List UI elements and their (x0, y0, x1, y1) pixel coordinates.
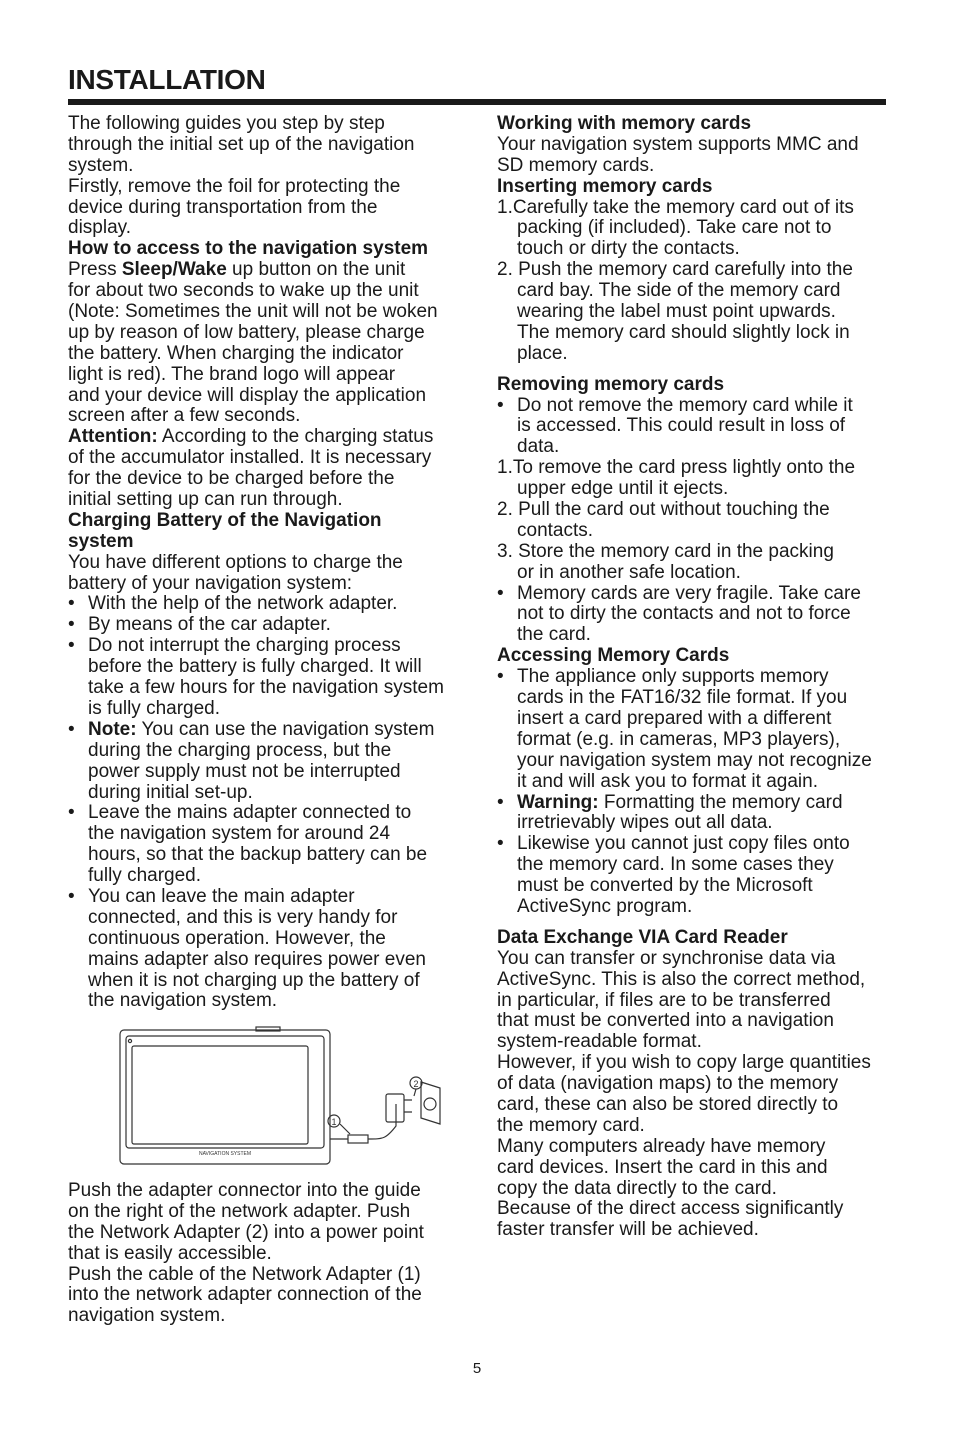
text-line (497, 1074, 893, 1095)
text-line (68, 198, 464, 219)
text-run: connected, and this is very handy for (88, 906, 398, 928)
text-run: up button on the unit (226, 259, 406, 281)
text-line (497, 458, 893, 479)
text-line (497, 855, 893, 876)
text-line (68, 762, 464, 783)
text-run: card bay. The side of the memory card (517, 280, 841, 302)
text-line (497, 260, 893, 281)
text-line (497, 135, 893, 156)
text-run: light is red). The brand logo will appear (68, 363, 396, 385)
text-run: The memory card should slightly lock in (517, 321, 850, 343)
text-line (68, 218, 464, 239)
text-line (68, 657, 464, 678)
text-line (68, 971, 464, 992)
power-adapter-icon (386, 1094, 404, 1122)
text-line (497, 772, 893, 793)
text-run: navigation system. (68, 1305, 226, 1327)
bold-text: Warning: (517, 791, 599, 813)
bullet-item (68, 803, 464, 824)
text-line (497, 416, 893, 437)
text-run: of the accumulator installed. It is necessary (68, 447, 432, 469)
section-heading (497, 177, 893, 198)
text-line (68, 344, 464, 365)
text-line (497, 751, 893, 772)
bullet-icon: • (68, 802, 75, 824)
text-line (68, 302, 464, 323)
text-run: battery of your navigation system: (68, 572, 353, 594)
text-run: fully charged. (88, 865, 202, 887)
bullet-icon: • (68, 614, 75, 636)
text-line (497, 949, 893, 970)
text-run: initial setting up can run through. (68, 489, 343, 511)
device-brand-label: NAVIGATION SYSTEM (198, 1151, 252, 1157)
text-run: card devices. Insert the card in this and (497, 1156, 828, 1178)
text-run: touch or dirty the contacts. (517, 238, 740, 260)
text-line (497, 970, 893, 991)
text-line (497, 1220, 893, 1241)
text-line (497, 813, 893, 834)
text-line (68, 574, 464, 595)
text-line (497, 198, 893, 219)
text-run: the memory card. (497, 1114, 645, 1136)
text-run: card, these can also be stored directly to (497, 1093, 839, 1115)
text-run: that must be converted into a navigation (497, 1010, 834, 1032)
bold-text: Attention: (68, 426, 158, 448)
text-line (497, 500, 893, 521)
bullet-item (497, 793, 893, 814)
text-line (497, 1095, 893, 1116)
bold-text: Charging Battery of the Navigation (68, 509, 382, 531)
text-line (68, 490, 464, 511)
text-line (68, 1181, 464, 1202)
text-line (68, 1202, 464, 1223)
text-run: the battery. When charging the indicator (68, 342, 404, 364)
text-run: display. (68, 217, 132, 239)
text-line (497, 1137, 893, 1158)
text-line (497, 991, 893, 1012)
text-line (497, 1158, 893, 1179)
text-run: not to dirty the contacts and not to force (517, 603, 851, 625)
bullet-item (68, 594, 464, 615)
text-run: You have different options to charge the (68, 551, 403, 573)
text-line (68, 406, 464, 427)
text-run: Press (68, 259, 122, 281)
text-run: the navigation system. (88, 990, 278, 1012)
left-column (68, 114, 464, 1012)
page-number: 5 (472, 1360, 482, 1377)
text-run: the card. (517, 624, 591, 646)
text-line (68, 1244, 464, 1265)
bullet-icon: • (497, 791, 504, 813)
text-line (497, 323, 893, 344)
page-title: INSTALLATION (68, 64, 266, 95)
text-run: 1.To remove the card press lightly onto the (497, 457, 856, 479)
text-run: Firstly, remove the foil for protecting the (68, 175, 401, 197)
text-run: that is easily accessible. (68, 1242, 272, 1264)
text-line (497, 1011, 893, 1032)
text-line (68, 929, 464, 950)
callout-2-label: 2 (413, 1079, 419, 1089)
text-line (68, 824, 464, 845)
section-heading (497, 928, 893, 949)
text-run: 2. Push the memory card carefully into the (497, 259, 853, 281)
text-run: data. (517, 436, 560, 458)
text-run: 1.Carefully take the memory card out of its (497, 196, 854, 218)
text-line (497, 156, 893, 177)
text-run: must be converted by the Microsoft (517, 875, 813, 897)
text-run: screen after a few seconds. (68, 405, 301, 427)
bullet-icon: • (68, 718, 75, 740)
adapter-connector-icon (348, 1135, 368, 1143)
text-line (68, 1285, 464, 1306)
bullet-item (497, 584, 893, 605)
text-run: of data (navigation maps) to the memory (497, 1073, 839, 1095)
text-line (68, 156, 464, 177)
text-line (68, 783, 464, 804)
text-run: place. (517, 342, 568, 364)
text-line (497, 709, 893, 730)
text-line (68, 281, 464, 302)
text-line (68, 991, 464, 1012)
bullet-item (497, 396, 893, 417)
bullet-icon: • (497, 833, 504, 855)
text-run: Many computers already have memory (497, 1135, 826, 1157)
text-line (497, 876, 893, 897)
navigation-device-bezel (126, 1036, 324, 1148)
bold-text: How to access to the navigation system (68, 238, 429, 260)
bullet-icon: • (68, 635, 75, 657)
text-run: You can transfer or synchronise data via (497, 947, 836, 969)
text-run: packing (if included). Take care not to (517, 217, 832, 239)
text-run: Formatting the memory card (598, 791, 843, 813)
text-run: 3. Store the memory card in the packing (497, 540, 834, 562)
text-line (497, 1179, 893, 1200)
text-run: your navigation system may not recognize (517, 749, 872, 771)
bold-text: Data Exchange VIA Card Reader (497, 926, 788, 948)
text-run: faster transfer will be achieved. (497, 1219, 759, 1241)
bullet-item (68, 615, 464, 636)
text-line (497, 563, 893, 584)
text-run: before the battery is fully charged. It will (88, 656, 422, 678)
title-rule (68, 99, 886, 105)
text-line (68, 469, 464, 490)
text-run: the navigation system for around 24 (88, 823, 391, 845)
text-line (497, 625, 893, 646)
text-line (497, 730, 893, 751)
text-run: contacts. (517, 519, 594, 541)
right-column (497, 114, 893, 1241)
bullet-icon: • (68, 593, 75, 615)
text-line (497, 604, 893, 625)
text-line (497, 542, 893, 563)
bold-text: Removing memory cards (497, 373, 725, 395)
text-run: the Network Adapter (2) into a power point (68, 1221, 424, 1243)
text-run: However, if you wish to copy large quantities (497, 1052, 871, 1074)
text-run: You can leave the main adapter (88, 885, 355, 907)
text-line (497, 897, 893, 918)
text-run: Push the cable of the Network Adapter (1) (68, 1263, 421, 1285)
text-line (497, 218, 893, 239)
text-line (68, 448, 464, 469)
text-run: device during transportation from the (68, 196, 378, 218)
section-heading (68, 511, 464, 532)
text-line (68, 866, 464, 887)
text-line (68, 427, 464, 448)
text-line (68, 950, 464, 971)
text-line (497, 302, 893, 323)
text-run: With the help of the network adapter. (88, 593, 398, 615)
text-run: it and will ask you to format it again. (517, 770, 818, 792)
text-run: for the device to be charged before the (68, 468, 395, 490)
text-run: The appliance only supports memory (517, 666, 829, 688)
text-line (68, 323, 464, 344)
text-run: is accessed. This could result in loss of (517, 415, 846, 437)
text-line (68, 699, 464, 720)
text-run: during initial set-up. (88, 781, 253, 803)
bold-text: Accessing Memory Cards (497, 645, 730, 667)
text-run: Do not remove the memory card while it (517, 394, 853, 416)
text-line (497, 521, 893, 542)
text-run: during the charging process, but the (88, 739, 392, 761)
section-heading (68, 239, 464, 260)
text-line (68, 365, 464, 386)
text-line (497, 1032, 893, 1053)
section-heading (497, 114, 893, 135)
text-run: on the right of the network adapter. Push (68, 1200, 411, 1222)
text-run: or in another safe location. (517, 561, 741, 583)
bullet-item (497, 834, 893, 855)
bullet-icon: • (68, 885, 75, 907)
text-run: for about two seconds to wake up the unit (68, 280, 419, 302)
text-line (497, 688, 893, 709)
text-line (497, 437, 893, 458)
text-run: take a few hours for the navigation system (88, 677, 444, 699)
text-run: continuous operation. However, the (88, 927, 386, 949)
text-line (497, 479, 893, 500)
text-run: copy the data directly to the card. (497, 1177, 777, 1199)
bullet-item (68, 636, 464, 657)
text-run: format (e.g. in cameras, MP3 players), (517, 728, 841, 750)
text-run: cards in the FAT16/32 file format. If you (517, 687, 848, 709)
adapter-connection-diagram (118, 1026, 458, 1168)
bold-text: Working with memory cards (497, 113, 752, 134)
text-run: up by reason of low battery, please charge (68, 321, 425, 343)
text-run: ActiveSync program. (517, 895, 693, 917)
text-run: ActiveSync. This is also the correct method, (497, 968, 866, 990)
bold-text: Sleep/Wake (121, 259, 227, 281)
text-line (497, 1053, 893, 1074)
text-line (68, 845, 464, 866)
text-run: Likewise you cannot just copy files onto (517, 833, 850, 855)
text-line (68, 678, 464, 699)
text-run: 2. Pull the card out without touching the (497, 499, 830, 521)
text-run: Your navigation system supports MMC and (497, 133, 859, 155)
text-line (68, 553, 464, 574)
text-run: and your device will display the application (68, 384, 427, 406)
bold-text: Inserting memory cards (497, 175, 713, 197)
section-heading (497, 646, 893, 667)
text-run: mains adapter also requires power even (88, 948, 426, 970)
text-run: upper edge until it ejects. (517, 478, 729, 500)
bullet-item (68, 720, 464, 741)
adapter-prongs-icon (404, 1100, 412, 1112)
text-run: when it is not charging up the battery of (88, 969, 420, 991)
text-line (68, 177, 464, 198)
left-column-after-figure (68, 1181, 464, 1327)
text-run: According to the charging status (157, 426, 434, 448)
text-run: is fully charged. (88, 697, 221, 719)
text-run: irretrievably wipes out all data. (517, 812, 773, 834)
text-run: Memory cards are very fragile. Take care (517, 582, 861, 604)
text-run: Because of the direct access significantly (497, 1198, 844, 1220)
bold-text: system (68, 530, 134, 552)
text-run: SD memory cards. (497, 154, 655, 176)
text-line (68, 1223, 464, 1244)
text-line (68, 260, 464, 281)
text-line (68, 908, 464, 929)
text-line (68, 386, 464, 407)
bullet-icon: • (497, 394, 504, 416)
indicator-light-icon (128, 1039, 131, 1042)
text-run: Leave the mains adapter connected to (88, 802, 412, 824)
text-run: Push the adapter connector into the guide (68, 1180, 421, 1201)
text-line (497, 239, 893, 260)
text-run: hours, so that the backup battery can be (88, 844, 428, 866)
text-line (497, 344, 893, 365)
text-run: power supply must not be interrupted (88, 760, 401, 782)
text-run: system-readable format. (497, 1031, 702, 1053)
text-line (497, 1116, 893, 1137)
text-run: The following guides you step by step (68, 113, 385, 134)
text-run: into the network adapter connection of the (68, 1284, 422, 1306)
text-line (497, 1199, 893, 1220)
power-button-icon (256, 1027, 280, 1031)
text-line (68, 135, 464, 156)
text-line (68, 114, 464, 135)
text-run: (Note: Sometimes the unit will not be woken (68, 301, 438, 323)
text-run: You can use the navigation system (136, 718, 435, 740)
text-run: Do not interrupt the charging process (88, 635, 401, 657)
text-run: in particular, if files are to be transferred (497, 989, 831, 1011)
text-line (68, 1265, 464, 1286)
navigation-device-screen (132, 1046, 308, 1144)
text-run: insert a card prepared with a different (517, 707, 832, 729)
text-run: By means of the car adapter. (88, 614, 331, 636)
section-heading (497, 375, 893, 396)
section-heading (68, 532, 464, 553)
text-run: system. (68, 154, 134, 176)
text-run: through the initial set up of the navigation (68, 133, 415, 155)
text-run: the memory card. In some cases they (517, 854, 834, 876)
text-line (497, 281, 893, 302)
bullet-icon: • (497, 666, 504, 688)
callout-1-label: 1 (331, 1117, 337, 1127)
bullet-item (68, 887, 464, 908)
bold-text: Note: (88, 718, 137, 740)
text-run: wearing the label must point upwards. (517, 301, 836, 323)
bullet-icon: • (497, 582, 504, 604)
bullet-item (497, 667, 893, 688)
text-line (68, 741, 464, 762)
text-line (68, 1306, 464, 1327)
